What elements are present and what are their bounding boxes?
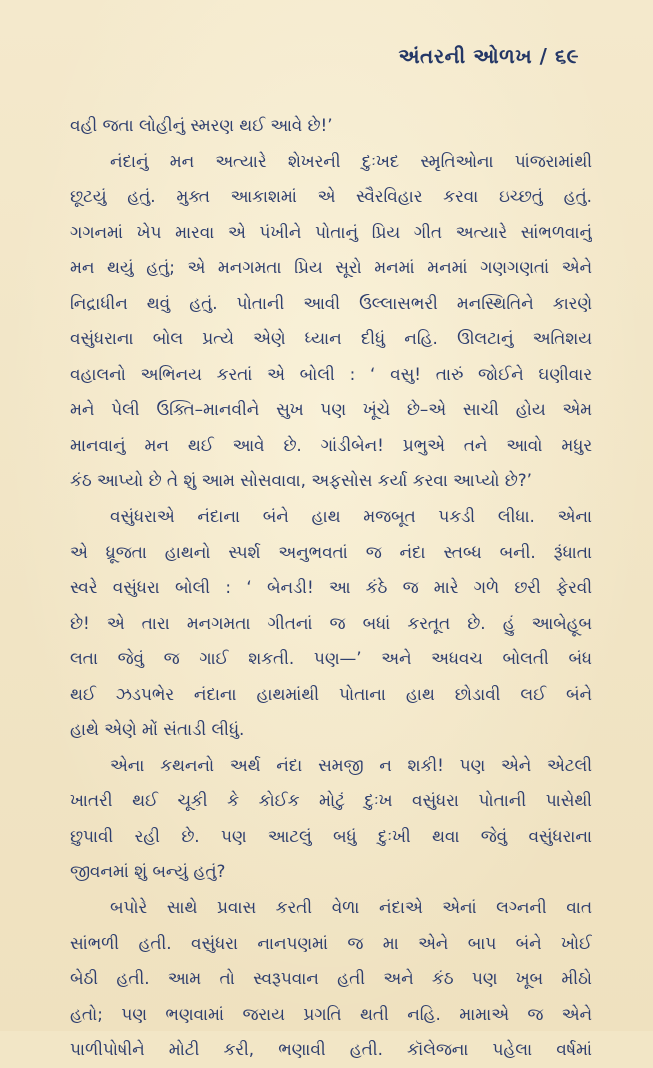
text-line: વસુંધરાએ નંદાના બંને હાથ મજબૂત પકડી લીધા. એના xyxy=(110,506,592,527)
text-line: સાંભળી હતી. વસુંધરા નાનપણમાં જ મા એને બાપ બંને ખોઈ xyxy=(70,932,592,953)
running-head: અંતરની ઓળખ / ૬૯ xyxy=(398,44,579,68)
text-line: પાળીપોષીને મોટી કરી, ભણાવી હતી. કૉલેજના પહેલા વર્ષમાં xyxy=(70,1039,592,1060)
text-line: છે! એ તારા મનગમતા ગીતનાં જ બધાં કરતૂત છે. હું આબેહૂબ xyxy=(70,612,592,633)
text-line: લતા જેવું જ ગાઈ શકતી. પણ—’ અને અધવચ બોલતી બંધ xyxy=(70,648,592,669)
text-line: કંઠ આપ્યો છે તે શું આમ સોસવાવા, અફસોસ કર્યા કરવા આપ્યો છે?’ xyxy=(70,470,533,491)
body-text xyxy=(70,108,592,1068)
text-line: નંદાનું મન અત્યારે શેખરની દુઃખદ સ્મૃતિઓના પાંજરામાંથી xyxy=(110,150,592,171)
text-line: નિદ્રાધીન થવું હતું. પોતાની આવી ઉલ્લાસભરી મનસ્થિતિને કારણે xyxy=(70,292,592,313)
text-line: ગગનમાં ખેપ મારવા એ પંખીને પોતાનું પ્રિય ગીત અત્યારે સાંભળવાનું xyxy=(70,221,592,242)
text-line: માનવાનું મન થઈ આવે છે. ગાંડીબેન! પ્રભુએ તને આવો મધુર xyxy=(70,434,592,455)
text-line: છુપાવી રહી છે. પણ આટલું બધું દુઃખી થવા જેવું વસુંધરાના xyxy=(70,825,592,846)
text-line: મને પેલી ઉક્તિ–માનવીને સુખ પણ ખૂંચે છે–એ સાચી હોય એમ xyxy=(70,399,592,420)
text-line: સ્વરે વસુંધરા બોલી : ‘ બેનડી! આ કંઠે જ મારે ગળે છરી ફેરવી xyxy=(70,577,592,598)
text-line: બેઠી હતી. આમ તો સ્વરૂપવાન હતી અને કંઠ પણ ખૂબ મીઠો xyxy=(70,968,592,989)
text-line: મન થયું હતું; એ મનગમતા પ્રિય સૂરો મનમાં મનમાં ગણગણતાં એને xyxy=(70,257,592,278)
text-line: વહાલનો અભિનય કરતાં એ બોલી : ‘ વસુ! તારું જોઈને ઘણીવાર xyxy=(70,363,592,384)
text-line: જીવનમાં શું બન્યું હતું? xyxy=(70,861,226,882)
text-line: એના કથનનો અર્થ નંદા સમજી ન શકી! પણ એને એટલી xyxy=(110,754,592,775)
text-line: હતો; પણ ભણવામાં જરાય પ્રગતિ થતી નહિ. મામાએ જ એને xyxy=(70,1003,592,1024)
text-line: વહી જતા લોહીનું સ્મરણ થઈ આવે છે!’ xyxy=(70,115,333,135)
text-line: વસુંધરાના બોલ પ્રત્યે એણે ધ્યાન દીધું નહિ. ઊલટાનું અતિશય xyxy=(70,328,592,349)
text-line: થઈ ઝડપભેર નંદાના હાથમાંથી પોતાના હાથ છોડાવી લઈ બંને xyxy=(70,683,592,704)
text-line: બપોરે સાથે પ્રવાસ કરતી વેળા નંદાએ એનાં લગ્નની વાત xyxy=(110,897,592,918)
text-line: ખાતરી થઈ ચૂકી કે કોઈક મોટું દુઃખ વસુંધરા પોતાની પાસેથી xyxy=(70,790,592,811)
text-line: છૂટયું હતું. મુક્ત આકાશમાં એ સ્વૈરવિહાર કરવા ઇચ્છતું હતું. xyxy=(70,186,592,207)
text-line: હાથે એણે મોં સંતાડી લીધું. xyxy=(70,719,245,740)
text-line: એ ધ્રૂજતા હાથનો સ્પર્શ અનુભવતાં જ નંદા સ્તબ્ધ બની. રૂંધાતા xyxy=(70,541,592,562)
